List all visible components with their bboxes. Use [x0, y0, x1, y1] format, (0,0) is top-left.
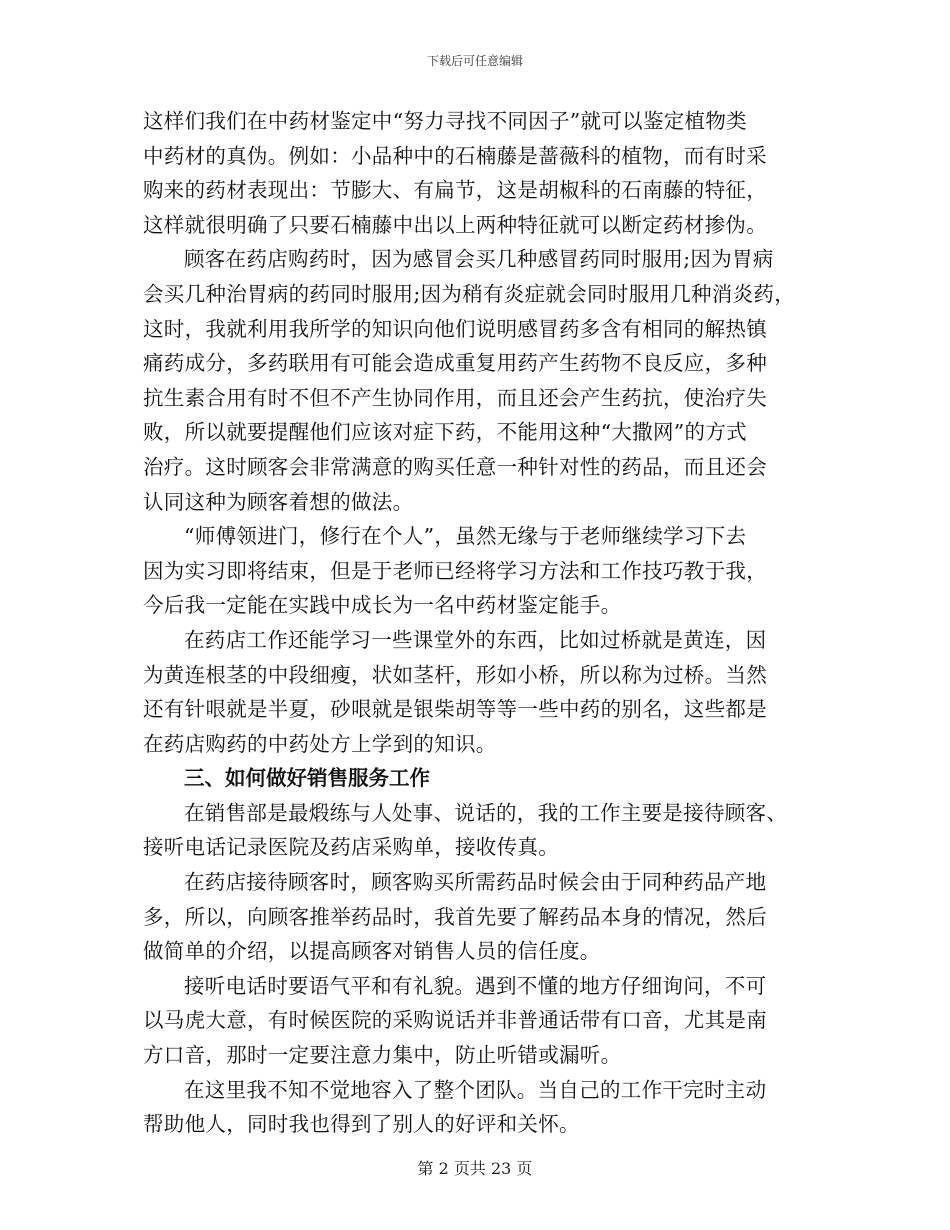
text-line: 方口音，那时一定要注意力集中，防止听错或漏听。: [143, 1043, 622, 1068]
text-line: 在药店接待顾客时，顾客购买所需药品时候会由于同种药品产地: [184, 870, 767, 895]
text-line: 多，所以，向顾客推举药品时，我首先要了解药品本身的情况，然后: [143, 904, 767, 929]
text-line: 会买几种治胃病的药同时服用;因为稍有炎症就会同时服用几种消炎药，: [143, 281, 796, 306]
text-line: 认同这种为顾客着想的做法。: [143, 489, 414, 514]
section-heading: 三、如何做好销售服务工作: [184, 766, 430, 791]
paragraph: [143, 242, 823, 519]
text-line: 败，所以就要提醒他们应该对症下药，不能用这种“大撒网”的方式: [143, 420, 747, 445]
text-line: 在这里我不知不觉地容入了整个团队。当自己的工作干完时主动: [184, 1077, 767, 1102]
text-line: “师傅领进门，修行在个人”，虽然无缘与于老师继续学习下去: [184, 524, 747, 549]
text-line: 以马虎大意，有时候医院的采购说话并非普通话带有口音，尤其是南: [143, 1008, 767, 1033]
text-line: 为黄连根茎的中段细瘦，状如茎杆，形如小桥，所以称为过桥。当然: [143, 662, 767, 687]
text-line: 抗生素合用有时不但不产生协同作用，而且还会产生药抗，使治疗失: [143, 385, 767, 410]
text-line: 今后我一定能在实践中成长为一名中药材鉴定能手。: [143, 593, 622, 618]
text-line: 顾客在药店购药时，因为感冒会买几种感冒药同时服用;因为胃病: [184, 247, 774, 272]
text-line: 接听电话记录医院及药店采购单，接收传真。: [143, 835, 559, 860]
text-line: 做简单的介绍，以提高顾客对销售人员的信任度。: [143, 939, 601, 964]
text-line: 帮助他人，同时我也得到了别人的好评和关怀。: [143, 1112, 580, 1137]
text-line: 因为实习即将结束，但是于老师已经将学习方法和工作技巧教于我，: [143, 558, 767, 583]
text-line: 还有针哏就是半夏，砂哏就是银柴胡等等一些中药的别名，这些都是: [143, 697, 767, 722]
text-line: 在药店工作还能学习一些课堂外的东西，比如过桥就是黄连，因: [184, 627, 767, 652]
text-line: 治疗。这时顾客会非常满意的购买任意一种针对性的药品，而且还会: [143, 454, 767, 479]
paragraph: [143, 104, 823, 242]
document-body: [143, 104, 823, 1142]
page-number-footer: 第 2 页共 23 页: [417, 1159, 533, 1178]
text-line: 接听电话时要语气平和有礼貌。遇到不懂的地方仔细询问，不可: [184, 973, 767, 998]
paragraph: [143, 519, 823, 623]
text-line: 这样就很明确了只要石楠藤中出以上两种特征就可以断定药材掺伪。: [143, 212, 767, 237]
text-line: 这样们我们在中药材鉴定中“努力寻找不同因子”就可以鉴定植物类: [143, 109, 747, 133]
text-line: 购来的药材表现出：节膨大、有扁节，这是胡椒科的石南藤的特征，: [143, 178, 767, 203]
paragraph: [143, 1073, 823, 1142]
paragraph: [143, 865, 823, 969]
paragraph: [143, 623, 823, 761]
text-line: 痛药成分，多药联用有可能会造成重复用药产生药物不良反应，多种: [143, 351, 767, 376]
paragraph: [143, 969, 823, 1073]
text-line: 中药材的真伪。例如：小品种中的石楠藤是蔷薇科的植物，而有时采: [143, 143, 767, 168]
text-line: 在药店购药的中药处方上学到的知识。: [143, 731, 497, 756]
text-line: 这时，我就利用我所学的知识向他们说明感冒药多含有相同的解热镇: [143, 316, 767, 341]
paragraph: [143, 796, 823, 865]
text-line: 在销售部是最煅练与人处事、说话的，我的工作主要是接待顾客、: [184, 800, 788, 825]
page-header: 下载后可任意编辑: [426, 54, 523, 68]
